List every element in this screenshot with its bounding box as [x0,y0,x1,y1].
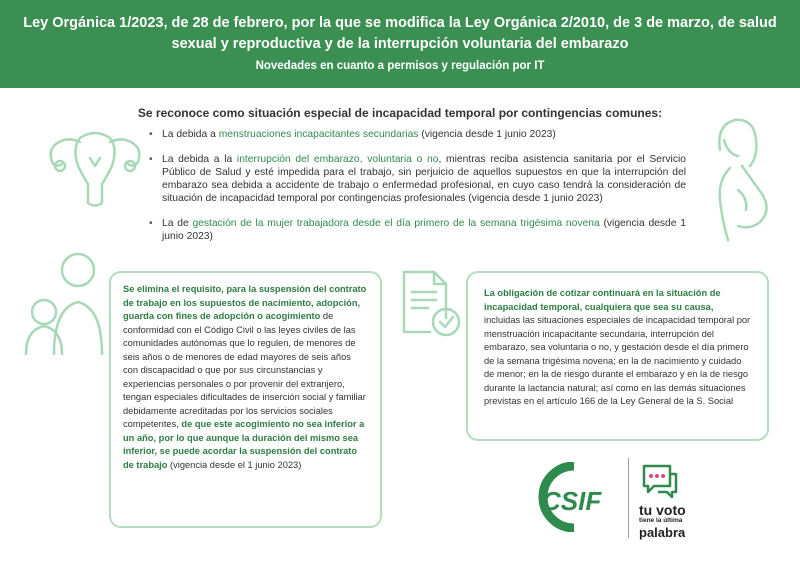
adoption-requirement-box [109,271,382,528]
bullet-text: La de [162,218,193,229]
bullet-text: La debida a [162,129,219,140]
bullet-text: (vigencia desde 1 junio 2023) [162,218,686,242]
ic-situations-list [148,128,686,255]
bullet-text: La debida a la [162,154,237,165]
csif-logo-text: CSIF [542,486,602,516]
page-title: Ley Orgánica 1/2023, de 28 de febrero, por la que se modifica la Ley Orgánica 2/2010, de 3 de marzo, de salud sexual y reproductiva y de la interrupción voluntaria del embarazo [23,15,777,52]
pregnant-woman-icon [690,110,780,250]
page-subtitle: Novedades en cuanto a permisos y regulación por IT [255,60,545,72]
slogan-line-2: tiene la última [639,517,683,524]
slogan-line-3: palabra [639,524,686,540]
logo-divider [628,458,629,538]
chat-bubble-icon [640,462,680,500]
bullet-text: , mientras reciba asistencia sanitaria por el Servicio Público de Salud y esté impedida para el trabajo, sin perjuicio de aquellos supuestos en que la interrupción del embarazo sea debida a accidente de trabajo o enfermedad profesional, en cuyo caso tendrá la consideración de situación de incapacidad temporal por contingencias profesionales (vigencia desde 1 junio 2023) [162,154,686,204]
bullet-text: (vigencia desde 1 junio 2023) [418,129,556,140]
box-right-intro: La obligación de cotizar continuará en la situación de incapacidad temporal, cualquiera que sea su causa, [484,288,721,312]
bullet-highlight: interrupción del embarazo, voluntaria o no [236,154,439,165]
bullet-highlight: menstruaciones incapacitantes secundarias [218,129,419,140]
slogan [639,503,719,539]
parent-child-icon [16,246,116,356]
list-item [148,128,686,141]
document-check-icon [398,268,468,340]
section-title: Se reconoce como situación especial de incapacidad temporal por contingencias comunes: [137,106,663,120]
box-left-body: de conformidad con el Código Civil o las leyes civiles de las comunidades autónomas que lo regulen, de menores de seis años o de menores de edad mayores de seis años con discapacidad o que por sus circunstancias y experiencias personales o por provenir del extranjero, tengan especiales dificultades de inserción social y familiar debidamente acreditadas por los servicios sociales competentes, [123,311,366,429]
list-item [148,153,686,205]
box-left-intro: Se elimina el requisito, para la suspensión del contrato de trabajo en los supuestos de nacimiento, adopción, guarda con fines de adopción o acogimiento [123,284,367,321]
header-banner [0,0,800,88]
box-right-body: incluidas las situaciones especiales de incapacidad temporal por menstruación incapacitante secundaria, interrupción del embarazo, sea voluntaria o no, y gestación desde el día primero de la semana trigésima novena; en la de nacimiento y cuidado de menor; en la de riesgo durante el embarazo y en la de riesgo durante la lactancia natural; así como en las demás situaciones previstas en el artículo 166 de la Ley General de la S. Social [484,315,751,406]
list-item [148,217,686,243]
bullet-highlight: gestación de la mujer trabajadora desde el día primero de la semana trigésima novena [192,218,600,229]
uterus-icon [40,118,150,213]
box-left-outro: de que este acogimiento no sea inferior a un año, por lo que aunque la duración del mismo sea inferior, se puede acordar la suspensión del contrato de trabajo [123,419,365,470]
csif-logo [528,462,620,532]
contribution-obligation-box [466,271,769,441]
box-left-tail: (vigencia desde el 1 junio 2023) [167,459,302,470]
slogan-line-1: tu voto [639,502,686,518]
